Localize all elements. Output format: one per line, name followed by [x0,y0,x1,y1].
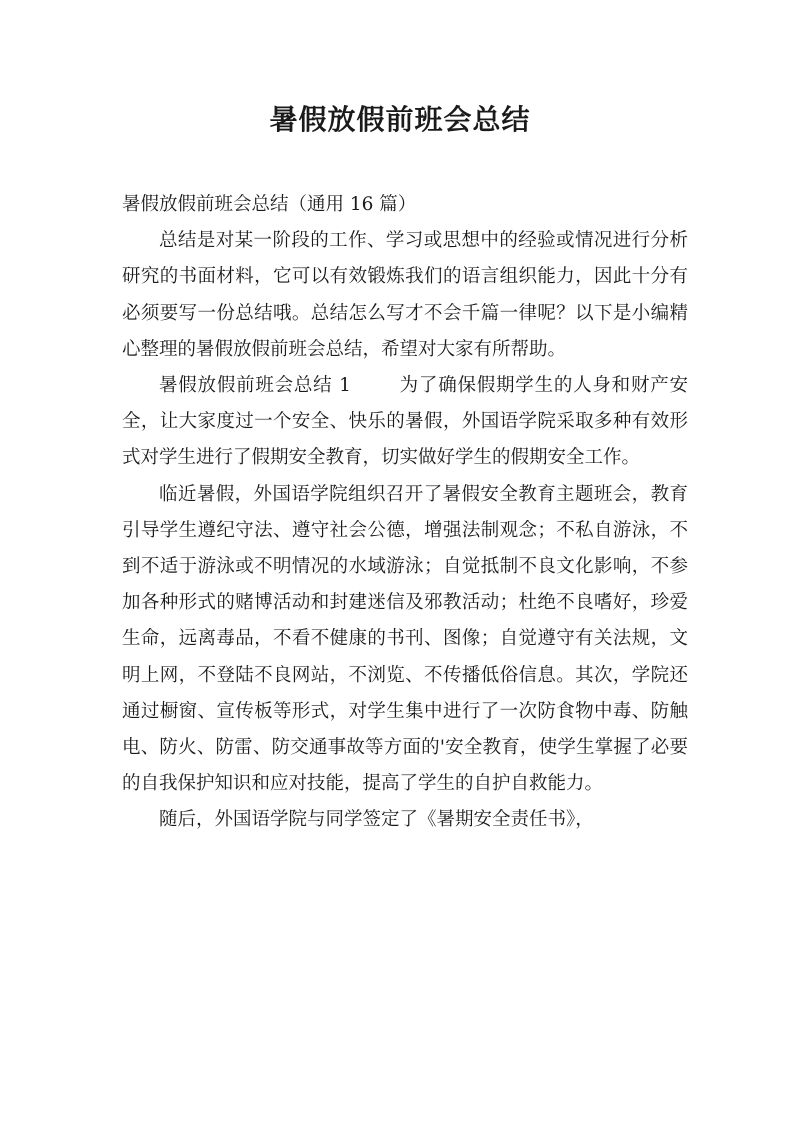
safety-education-paragraph: 临近暑假，外国语学院组织召开了暑假安全教育主题班会，教育引导学生遵纪守法、遵守社会公德，增强法制观念；不私自游泳，不到不适于游泳或不明情况的水域游泳；自觉抵制不良文化影响，不参加各种形式的赌博活动和封建迷信及邪教活动；杜绝不良嗜好，珍爱生命，远离毒品，不看不健康的书刊、图像；自觉遵守有关法规，文明上网，不登陆不良网站，不浏览、不传播低俗信息。其次，学院还通过橱窗、宣传板等形式，对学生集中进行了一次防食物中毒、防触电、防火、防雷、防交通事故等方面的'安全教育，使学生掌握了必要的自我保护知识和应对技能，提高了学生的自护自救能力。 [122,483,688,795]
section-1-paragraph [122,368,688,477]
document-title: 暑假放假前班会总结 [269,103,531,136]
document-subtitle: 暑假放假前班会总结（通用 16 篇） [122,194,417,215]
document-body [122,187,688,839]
section-1-text: 为了确保假期学生的人身和财产安全，让大家度过一个安全、快乐的暑假，外国语学院采取多种有效形式对学生进行了假期安全教育，切实做好学生的假期安全工作。 [122,375,688,469]
responsibility-paragraph: 随后，外国语学院与同学签定了《暑期安全责任书》， [159,809,594,831]
intro-paragraph: 总结是对某一阶段的工作、学习或思想中的经验或情况进行分析研究的书面材料，它可以有效锻炼我们的语言组织能力，因此十分有必须要写一份总结哦。总结怎么写才不会千篇一律呢？以下是小编精心整理的暑假放假前班会总结，希望对大家有所帮助。 [122,230,688,360]
section-1-heading: 暑假放假前班会总结 1 [159,375,351,397]
